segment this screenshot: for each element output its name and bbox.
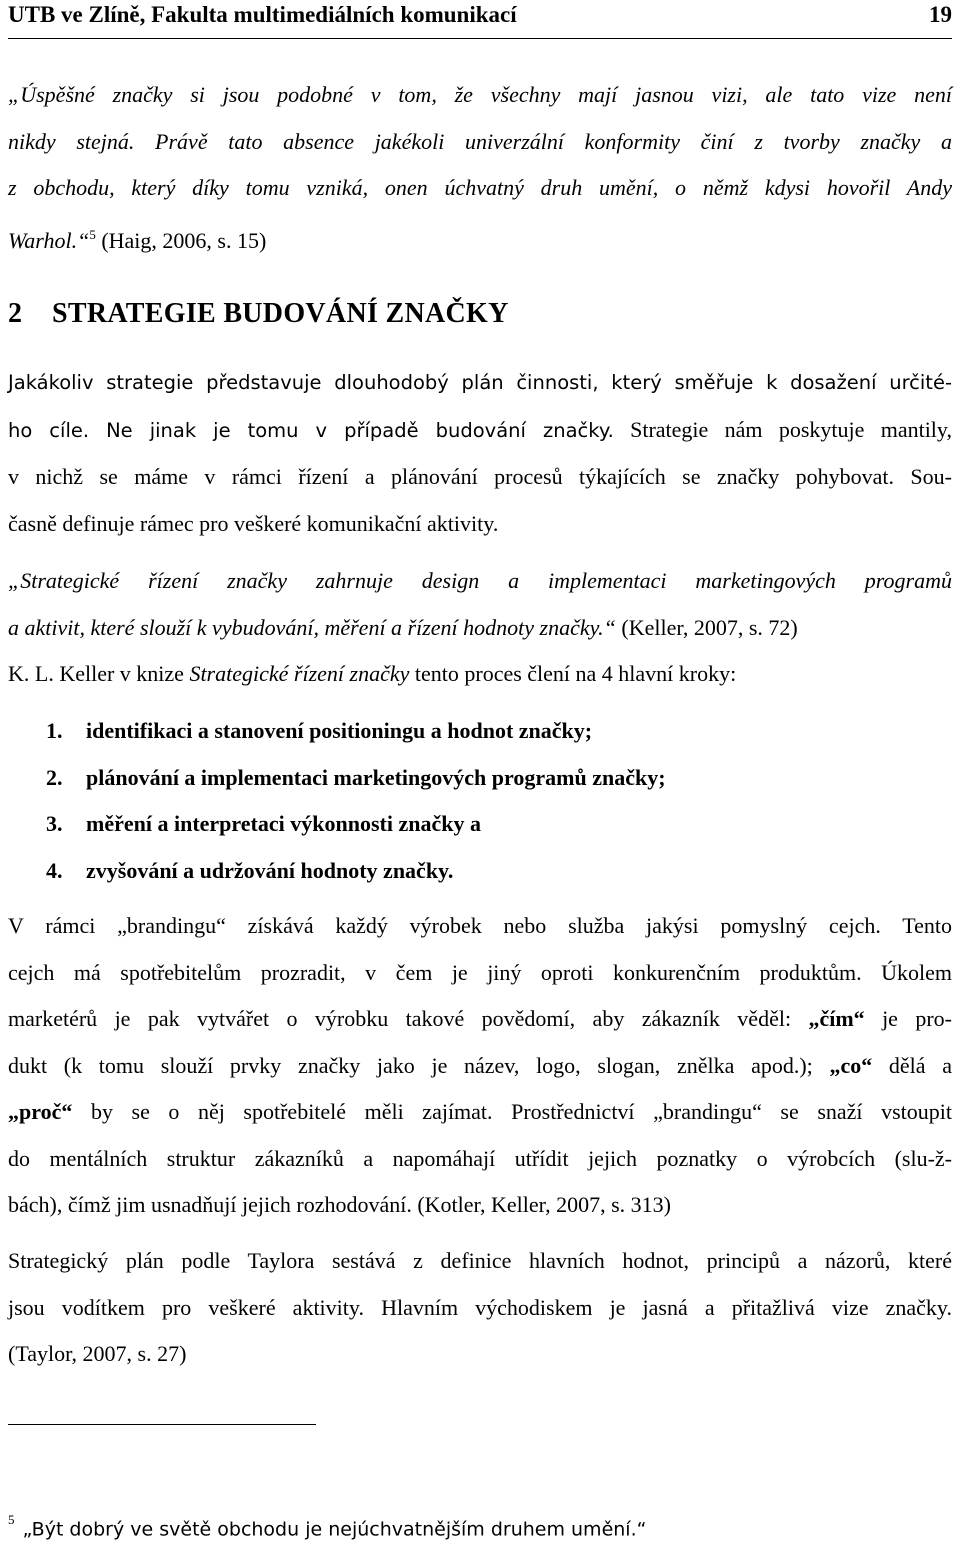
- paragraph-line: bách), čímž jim usnadňují jejich rozhodování. (Kotler, Keller, 2007, s. 313): [8, 1192, 671, 1217]
- intro-prefix: K. L. Keller v knize: [8, 661, 190, 686]
- footnote-ref: 5: [89, 226, 96, 242]
- item-number: 3.: [46, 811, 63, 836]
- quote-end: Warhol.“: [8, 227, 90, 253]
- quote-keller: [8, 558, 952, 651]
- keller-intro: [8, 651, 952, 698]
- list-item: [46, 755, 846, 802]
- quote-line: [8, 605, 952, 652]
- section-title: STRATEGIE BUDOVÁNÍ ZNAČKY: [52, 298, 509, 329]
- quote-haig: [8, 72, 952, 264]
- paragraph-strategy: [8, 360, 952, 547]
- text-segment: marketérů je pak vytvářet o výrobku takové povědomí, aby zákazník věděl:: [8, 1006, 809, 1031]
- quote-line: nikdy stejná. Právě tato absence jakékoli univerzální konformity činí z tvorby značky a: [8, 128, 952, 154]
- quote-line: z obchodu, který díky tomu vzniká, onen úchvatný druh umění, o němž kdysi hovořil Andy: [8, 175, 952, 200]
- quote-line: „Úspěšné značky si jsou podobné v tom, že všechny mají jasnou vizi, ale tato vize není: [8, 82, 952, 107]
- item-number: 4.: [46, 857, 63, 883]
- section-heading: [8, 298, 509, 330]
- serif-segment: Strategie nám poskytuje mantily,: [613, 416, 952, 442]
- footnote-number: 5: [8, 1512, 15, 1527]
- intro-suffix: tento proces člení na 4 hlavní kroky:: [409, 661, 737, 686]
- sans-segment: ho cíle. Ne jinak je tomu v případě budování značky.: [8, 418, 614, 442]
- paragraph-line: [8, 1043, 952, 1090]
- paragraph-line: [8, 1136, 952, 1183]
- item-text: měření a interpretaci výkonnosti značky a: [86, 811, 481, 836]
- page-header: [8, 0, 952, 39]
- paragraph-line: cejch má spotřebitelům prozradit, v čem je jiný oproti konkurenčním produktům. Úkolem: [8, 959, 952, 985]
- paragraph-branding: [8, 903, 952, 1229]
- paragraph-line: [8, 1089, 952, 1136]
- paragraph-line: Jakákoliv strategie představuje dlouhodobý plán činnosti, který směřuje k dosažení určité-: [8, 371, 952, 394]
- paragraph-line: v nichž se máme v rámci řízení a plánování procesů týkajících se značky pohybovat. Sou-: [8, 464, 952, 489]
- bold-term: „čím“: [808, 1006, 865, 1031]
- paragraph-line: (Taylor, 2007, s. 27): [8, 1341, 187, 1366]
- bold-term: „proč“: [8, 1099, 73, 1124]
- page-number: 19: [929, 2, 952, 27]
- list-item: [46, 708, 846, 755]
- list-item: [46, 848, 846, 895]
- footnote-text: „Být dobrý ve světě obchodu je nejúchvatnějším druhem umění.“: [22, 1518, 647, 1541]
- quote-last-line: [8, 212, 952, 265]
- header-title: UTB ve Zlíně, Fakulta multimediálních komunikací: [8, 2, 517, 27]
- paragraph-line: časně definuje rámec pro veškeré komunikační aktivity.: [8, 510, 499, 536]
- item-text: plánování a implementaci marketingových programů značky;: [86, 764, 666, 790]
- paragraph-line: [8, 996, 952, 1043]
- item-text: identifikaci a stanovení positioningu a hodnot značky;: [86, 718, 593, 743]
- citation: (Keller, 2007, s. 72): [615, 614, 798, 640]
- quote-end: a aktivit, které slouží k vybudování, měření a řízení hodnoty značky.“: [8, 614, 616, 640]
- text-segment: dukt (k tomu slouží prvky značky jako je název, logo, slogan, znělka apod.);: [8, 1052, 830, 1078]
- citation: (Haig, 2006, s. 15): [101, 227, 267, 253]
- paragraph-line: [8, 407, 952, 455]
- paragraph-taylor: [8, 1238, 952, 1378]
- intro-line: [8, 651, 952, 698]
- paragraph-line: Strategický plán podle Taylora sestává z definice hlavních hodnot, principů a názorů, které: [8, 1248, 952, 1273]
- text-segment: do mentálních struktur zákazníků a napomáhají utřídit jejich poznatky o výrobcích (slu-: [8, 1145, 935, 1171]
- paragraph-line: V rámci „brandingu“ získává každý výrobek nebo služba jakýsi pomyslný cejch. Tento: [8, 913, 952, 938]
- text-segment: je pro-: [864, 1006, 953, 1031]
- item-text: zvyšování a udržování hodnoty značky.: [86, 857, 454, 883]
- hyphenation: ž-: [934, 1145, 952, 1171]
- footnote: [8, 1512, 647, 1541]
- bold-term: „co“: [829, 1052, 873, 1078]
- section-number: 2: [8, 298, 23, 329]
- item-number: 2.: [46, 764, 63, 790]
- text-segment: dělá a: [872, 1052, 953, 1078]
- book-title: Strategické řízení značky: [189, 661, 410, 686]
- text-segment: by se o něj spotřebitelé měli zajímat. Prostřednictví „brandingu“ se snaží vstoupit: [72, 1099, 952, 1124]
- item-number: 1.: [46, 718, 63, 743]
- paragraph-line: jsou vodítkem pro veškeré aktivity. Hlavním východiskem je jasná a přitažlivá vize značky.: [8, 1294, 952, 1320]
- footnote-separator: [8, 1424, 316, 1425]
- list-item: [46, 801, 846, 848]
- quote-line: „Strategické řízení značky zahrnuje design a implementaci marketingových programů: [8, 568, 952, 593]
- steps-list: [46, 708, 846, 894]
